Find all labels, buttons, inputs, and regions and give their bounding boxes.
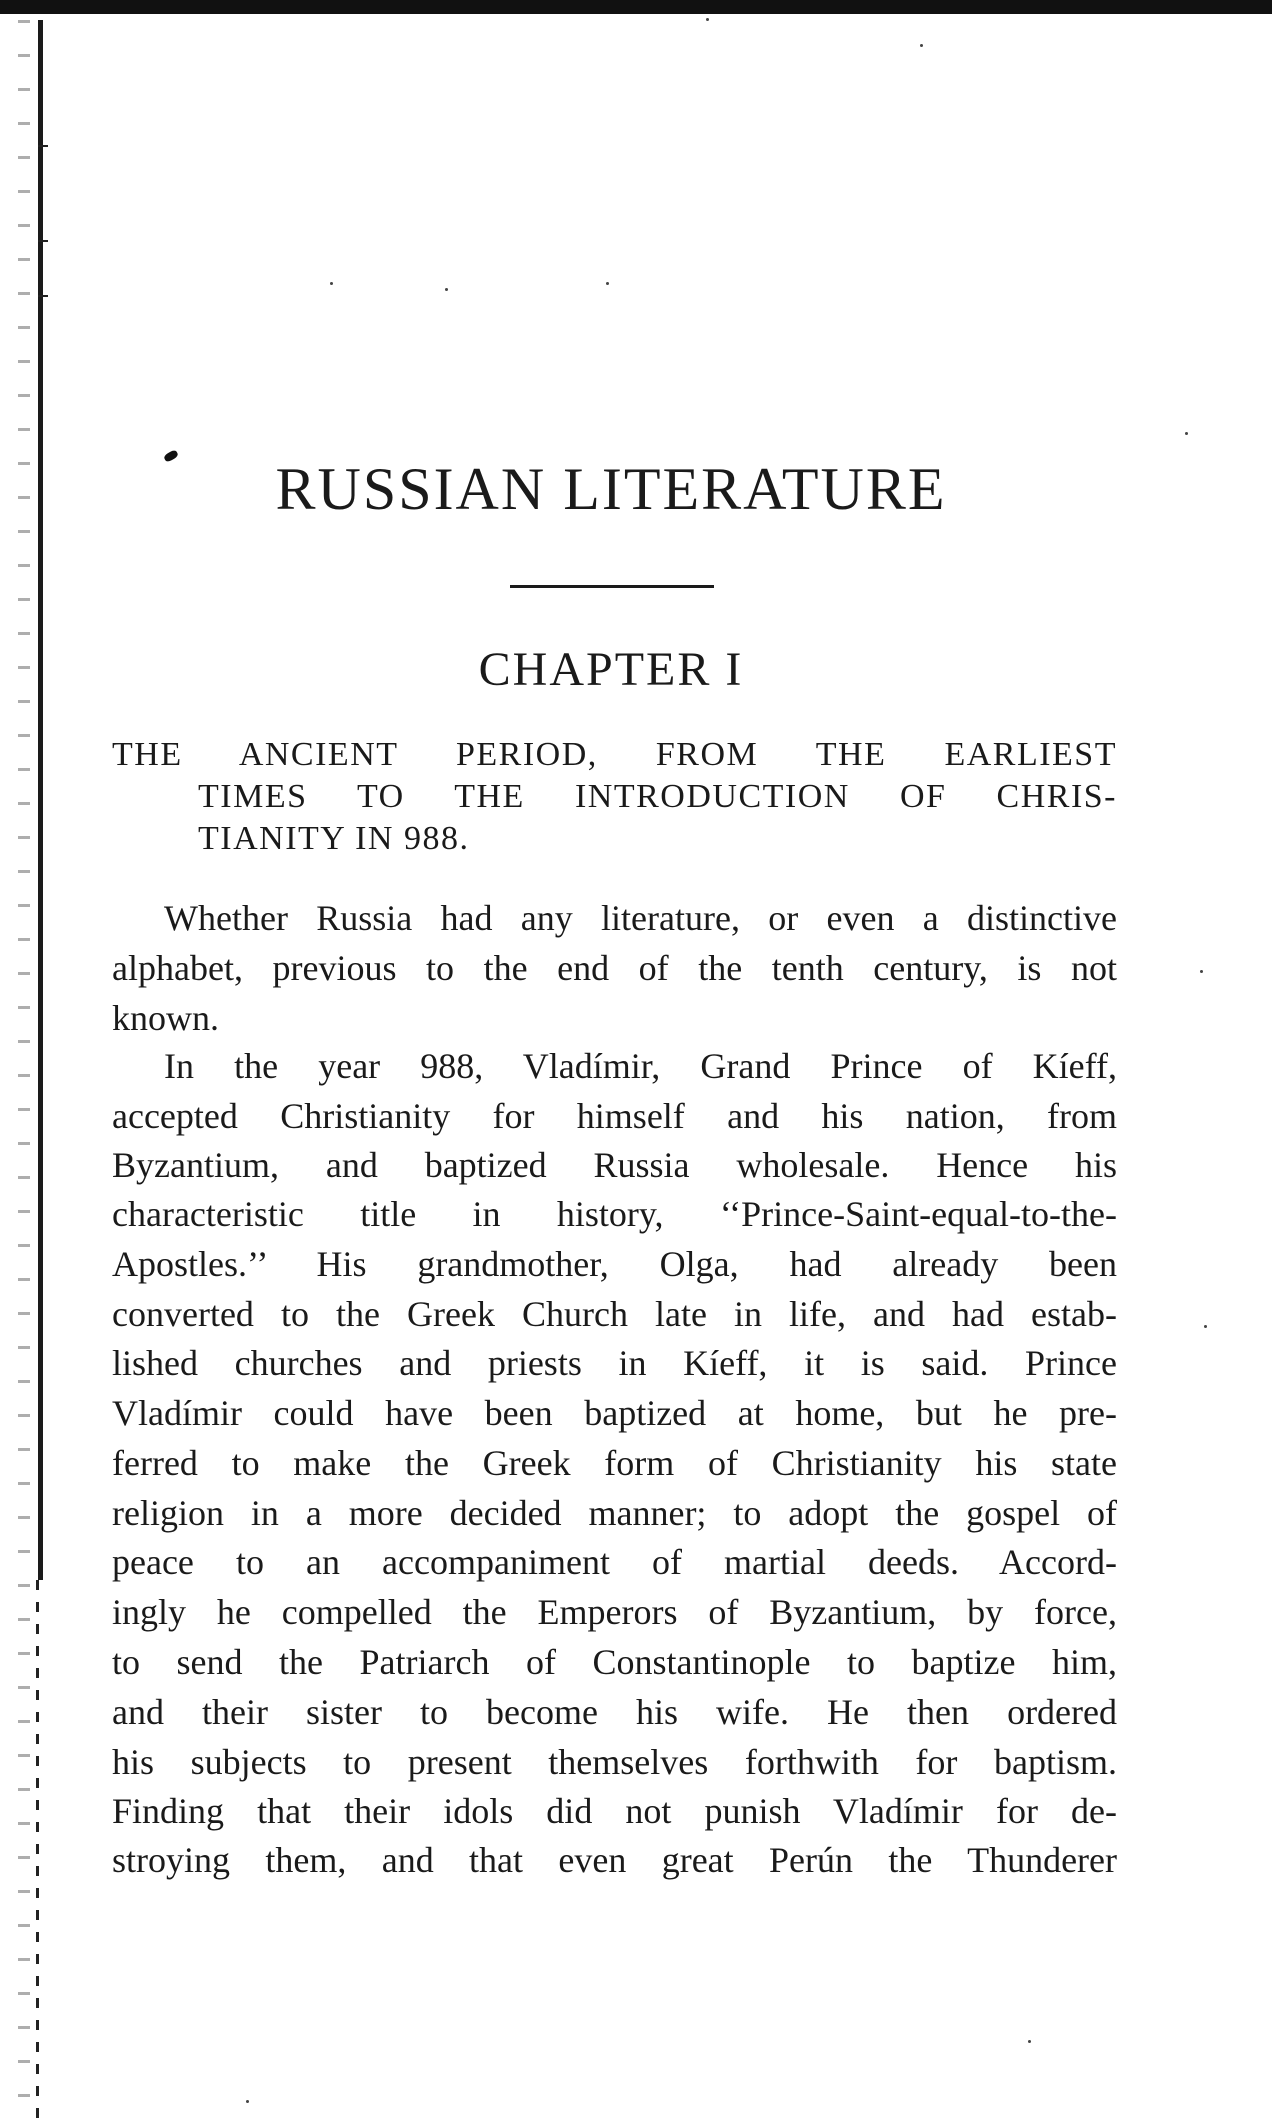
chapter-subtitle bbox=[112, 734, 1117, 860]
scan-speck bbox=[1200, 970, 1203, 973]
scan-speck bbox=[1028, 2040, 1031, 2043]
text-line: and their sister to become his wife. He then ordered bbox=[112, 1692, 1117, 1732]
gutter-tick bbox=[38, 295, 48, 297]
text-line: lished churches and priests in Kíeff, it is said. Prince bbox=[112, 1343, 1117, 1383]
scan-speck bbox=[606, 282, 609, 285]
chapter-subtitle-line: TIMES TO THE INTRODUCTION OF CHRIS- bbox=[198, 778, 1117, 815]
chapter-subtitle-line: THE ANCIENT PERIOD, FROM THE EARLIEST bbox=[112, 736, 1117, 773]
scan-speck bbox=[330, 282, 333, 285]
text-line: Whether Russia had any literature, or even a distinctive bbox=[164, 898, 1117, 938]
text-line: alphabet, previous to the end of the tenth century, is not bbox=[112, 948, 1117, 988]
scan-speck bbox=[1185, 432, 1188, 435]
text-line: characteristic title in history, ‘‘Prince-Saint-equal-to-the- bbox=[112, 1194, 1117, 1234]
text-line: ferred to make the Greek form of Christianity his state bbox=[112, 1443, 1117, 1483]
scan-speck bbox=[706, 18, 709, 21]
text-line: stroying them, and that even great Perún the Thunderer bbox=[112, 1840, 1117, 1880]
text-line: In the year 988, Vladímir, Grand Prince of Kíeff, bbox=[164, 1046, 1117, 1086]
title-rule bbox=[510, 585, 714, 588]
scan-speck bbox=[1204, 1325, 1207, 1328]
text-line: Apostles.’’ His grandmother, Olga, had already been bbox=[112, 1244, 1117, 1284]
text-line: Vladímir could have been baptized at home, but he pre- bbox=[112, 1393, 1117, 1433]
text-line: to send the Patriarch of Constantinople to baptize him, bbox=[112, 1642, 1117, 1682]
top-scan-edge bbox=[0, 0, 1272, 14]
binding-edge-line-lower bbox=[36, 1580, 39, 2120]
text-line: Byzantium, and baptized Russia wholesale. Hence his bbox=[112, 1145, 1117, 1185]
gutter-tick bbox=[38, 145, 48, 147]
chapter-subtitle-line: TIANITY IN 988. bbox=[198, 820, 470, 857]
scan-speck bbox=[246, 2100, 249, 2103]
scan-speck bbox=[920, 44, 923, 47]
text-line: peace to an accompaniment of martial deeds. Accord- bbox=[112, 1542, 1117, 1582]
book-title: RUSSIAN LITERATURE bbox=[275, 456, 947, 522]
text-line: known. bbox=[112, 998, 219, 1038]
binding-gutter-specks bbox=[18, 20, 30, 2120]
gutter-tick bbox=[38, 240, 48, 242]
text-line: religion in a more decided manner; to adopt the gospel of bbox=[112, 1493, 1117, 1533]
chapter-heading: CHAPTER I bbox=[478, 643, 744, 696]
text-line: ingly he compelled the Emperors of Byzantium, by force, bbox=[112, 1592, 1117, 1632]
text-line: Finding that their idols did not punish Vladímir for de- bbox=[112, 1791, 1117, 1831]
binding-edge-line bbox=[38, 20, 43, 1580]
text-line: converted to the Greek Church late in life, and had estab- bbox=[112, 1294, 1117, 1334]
scan-speck bbox=[445, 288, 448, 291]
text-line: accepted Christianity for himself and his nation, from bbox=[112, 1096, 1117, 1136]
text-line: his subjects to present themselves forthwith for baptism. bbox=[112, 1742, 1117, 1782]
